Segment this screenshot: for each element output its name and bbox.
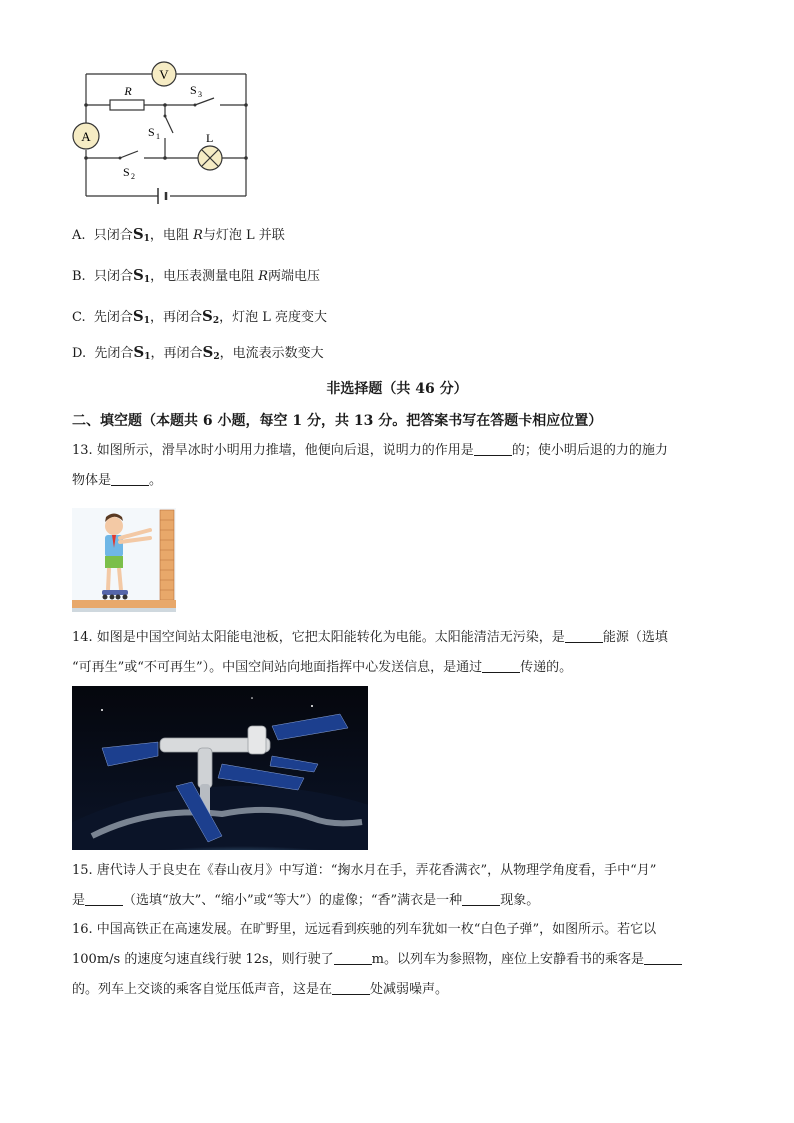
option-text: 先闭合 <box>93 310 133 325</box>
q13-text: 的；使小明后退的力的施力 <box>511 443 668 458</box>
q16-text: 的。列车上交谈的乘客自觉压低声音，这是在 <box>72 982 333 997</box>
circuit-diagram <box>70 58 260 208</box>
option-text: 先闭合 <box>94 346 134 361</box>
q15-text: 现象。 <box>500 893 540 908</box>
q15-text: （选填“放大”、“缩小”或“等大”）的虚像；“香”满衣是一种 <box>123 893 463 908</box>
answer-blank[interactable] <box>332 982 370 995</box>
roller-skater-figure <box>72 508 176 612</box>
q16-text: 16. 中国高铁正在高速发展。在旷野里，远远看到疾驰的列车犹如一枚“白色子弹”，如图所示。若它以 <box>72 922 657 937</box>
answer-blank[interactable] <box>644 952 682 965</box>
option-text: ，再闭合 <box>150 310 203 325</box>
voltmeter-label: V <box>159 67 169 82</box>
switch-subscript: 2 <box>213 352 220 362</box>
resistor-label: R <box>124 84 132 98</box>
option-letter: D. <box>72 346 87 361</box>
option-text: 与灯泡 L 并联 <box>202 228 285 243</box>
variable-r: R <box>193 228 203 243</box>
switch3-label: S <box>190 83 197 97</box>
answer-blank[interactable] <box>334 952 372 965</box>
switch-symbol: S <box>132 225 144 243</box>
ammeter-label: A <box>81 129 91 144</box>
switch1-sub: 1 <box>156 132 160 141</box>
q13-text: 。 <box>149 473 163 488</box>
switch2-sub: 2 <box>131 172 135 181</box>
switch2-label: S <box>123 165 130 179</box>
q16-text: m。以列车为参照物，座位上安静看书的乘客是 <box>371 952 644 967</box>
answer-blank[interactable] <box>565 630 603 643</box>
switch-subscript: 1 <box>143 316 151 326</box>
option-text: 只闭合 <box>93 228 133 243</box>
option-text: ，电阻 <box>149 228 194 243</box>
option-text: 只闭合 <box>93 269 133 284</box>
switch-symbol: S <box>132 266 144 284</box>
question-15 <box>72 856 722 916</box>
lamp-label: L <box>206 131 214 145</box>
option-text: ，电压表测量电阻 <box>150 269 259 284</box>
question-13 <box>72 436 722 496</box>
option-a <box>72 224 285 249</box>
switch-subscript: 1 <box>143 275 151 285</box>
q14-text: “可再生”或“不可再生”）。中国空间站向地面指挥中心发送信息，是通过 <box>72 660 483 675</box>
q15-text: 15. 唐代诗人于良史在《春山夜月》中写道：“掬水月在手，弄花香满衣”，从物理学角度看，手中“月” <box>72 863 657 878</box>
variable-r: R <box>258 269 269 284</box>
switch-symbol: S <box>133 343 145 361</box>
q16-text: 处减弱噪声。 <box>370 982 449 997</box>
switch3-sub: 3 <box>198 90 202 99</box>
switch-subscript: 1 <box>144 352 151 362</box>
q16-text: 100m/s 的速度匀速直线行驶 12s，则行驶了 <box>72 952 334 967</box>
switch-subscript: 2 <box>212 316 220 326</box>
q13-text: 13. 如图所示，滑旱冰时小明用力推墙，他便向后退，说明力的作用是 <box>72 443 474 458</box>
option-text: ，电流表示数变大 <box>219 346 324 361</box>
section-title: 非选择题（共 46 分） <box>326 381 468 397</box>
answer-blank[interactable] <box>482 660 520 673</box>
switch-symbol: S <box>132 307 144 325</box>
option-letter: C. <box>72 310 86 325</box>
switch1-label: S <box>148 125 155 139</box>
option-letter: B. <box>72 269 86 284</box>
option-text: 两端电压 <box>268 269 321 284</box>
option-text: ，再闭合 <box>150 346 203 361</box>
option-letter: A. <box>72 228 86 243</box>
switch-symbol: S <box>202 307 213 325</box>
option-d <box>72 342 324 367</box>
space-station-figure <box>72 686 368 850</box>
answer-blank[interactable] <box>462 893 500 906</box>
q14-text: 14. 如图是中国空间站太阳能电池板，它把太阳能转化为电能。太阳能清洁无污染，是 <box>72 630 565 645</box>
answer-blank[interactable] <box>111 473 149 486</box>
question-16 <box>72 915 722 1005</box>
question-14 <box>72 623 722 683</box>
q13-text: 物体是 <box>72 473 112 488</box>
section-heading: 二、填空题（本题共 6 小题，每空 1 分，共 13 分。把答案书写在答题卡相应位置） <box>72 413 603 429</box>
q15-text: 是 <box>72 893 86 908</box>
answer-blank[interactable] <box>474 443 512 456</box>
q14-text: 传递的。 <box>520 660 573 675</box>
answer-blank[interactable] <box>85 893 123 906</box>
option-c <box>72 306 327 331</box>
q14-text: 能源（选填 <box>602 630 668 645</box>
option-text: ，灯泡 L 亮度变大 <box>219 310 328 325</box>
option-b <box>72 265 320 290</box>
switch-subscript: 1 <box>143 234 150 244</box>
switch-symbol: S <box>202 343 214 361</box>
